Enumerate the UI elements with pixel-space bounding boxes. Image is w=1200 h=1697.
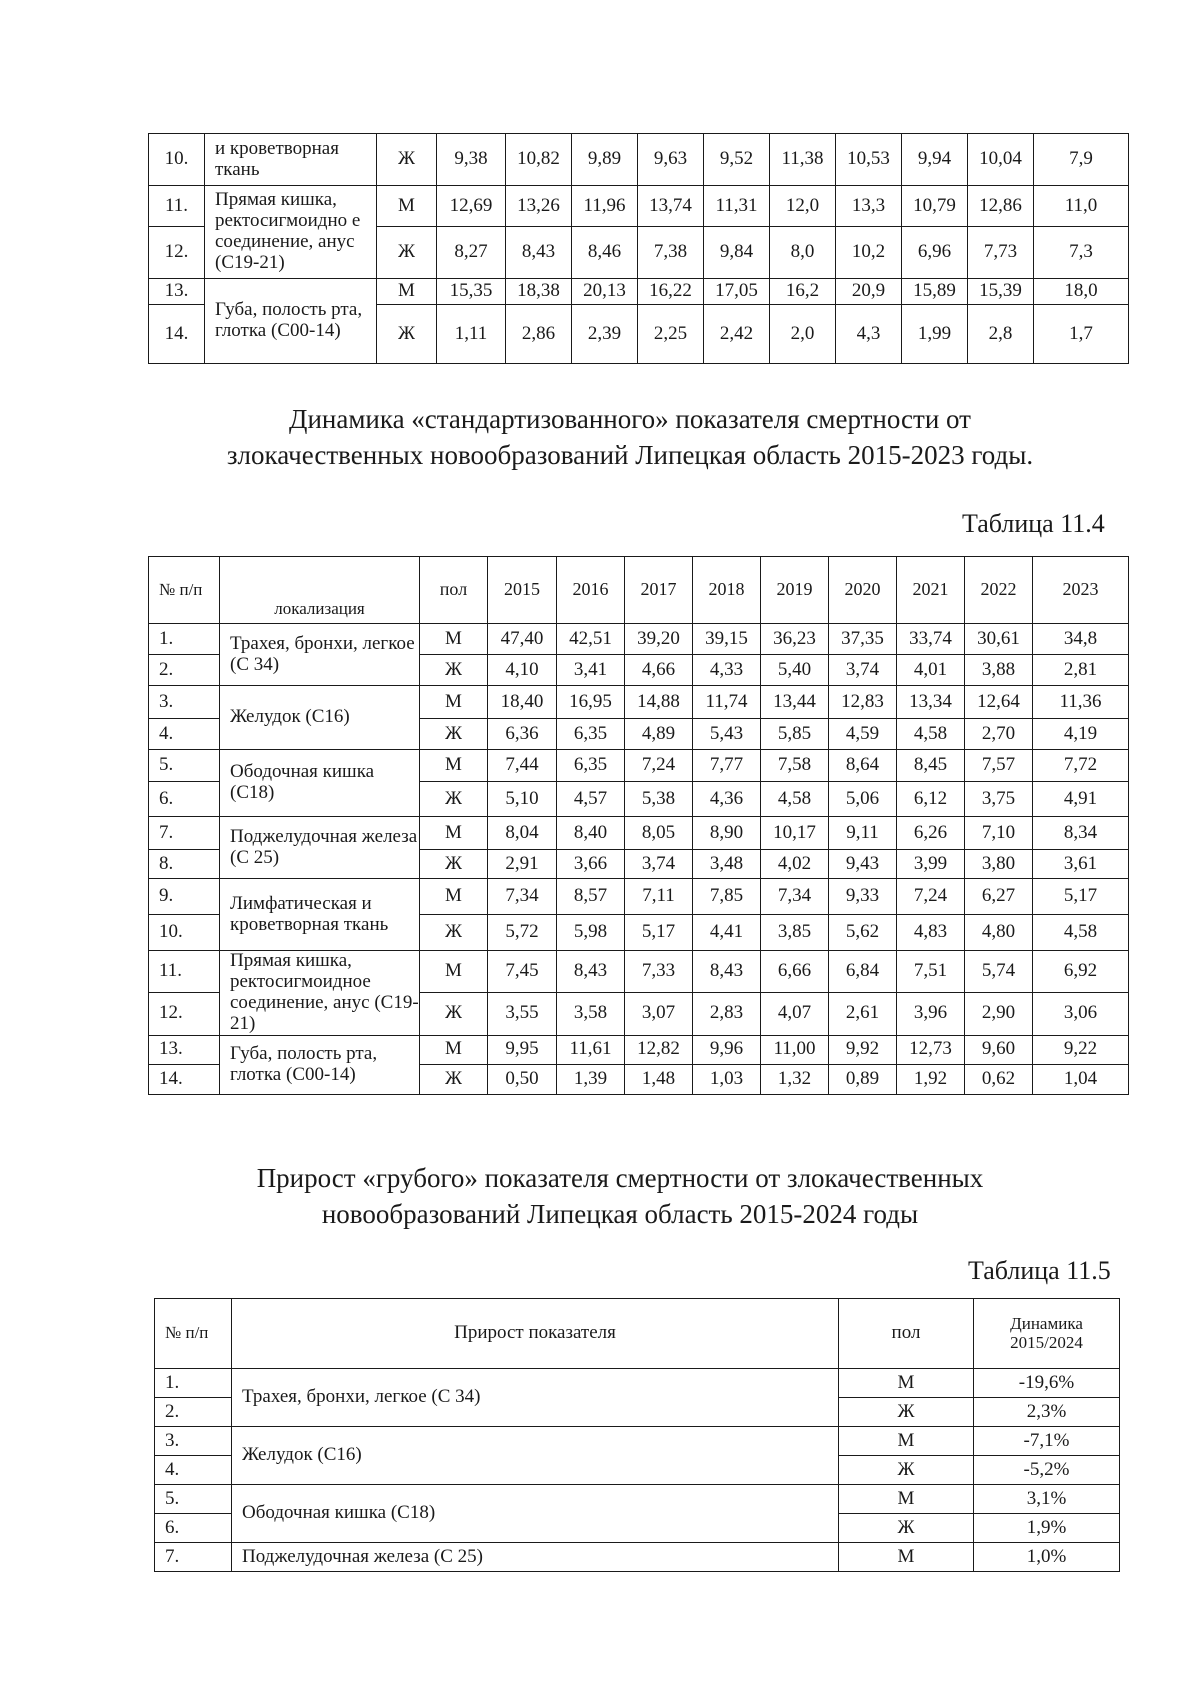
value-cell: 2,61 xyxy=(829,993,897,1035)
sex-cell: М xyxy=(420,817,488,850)
value-cell: 4,01 xyxy=(897,655,965,686)
value-cell: 2,42 xyxy=(704,305,770,364)
value-cell: 7,57 xyxy=(965,750,1033,782)
localization-cell: Прямая кишка, ректосигмоидное соединение, анус (С19-21) xyxy=(220,951,420,1036)
value-cell: 1,7 xyxy=(1034,305,1129,364)
value-cell: 4,57 xyxy=(557,782,625,817)
value-cell: 33,74 xyxy=(897,624,965,655)
value-cell: 12,73 xyxy=(897,1035,965,1064)
header-year: 2021 xyxy=(897,557,965,624)
value-cell: 5,40 xyxy=(761,655,829,686)
dynamics-cell: -5,2% xyxy=(974,1456,1120,1485)
table-row xyxy=(155,1485,1120,1514)
table-row xyxy=(149,624,1129,655)
value-cell: 8,46 xyxy=(572,227,638,279)
header-year: 2020 xyxy=(829,557,897,624)
sex-cell: Ж xyxy=(420,915,488,951)
table-row xyxy=(149,186,1129,227)
value-cell: 9,95 xyxy=(488,1035,557,1064)
localization-cell: Прямая кишка, ректосигмоидно е соединение, анус (С19-21) xyxy=(205,186,377,279)
header-year: 2018 xyxy=(693,557,761,624)
value-cell: 7,73 xyxy=(968,227,1034,279)
header-localization: локализация xyxy=(220,557,420,624)
sex-cell: М xyxy=(839,1543,974,1572)
dynamics-cell: 3,1% xyxy=(974,1485,1120,1514)
value-cell: 47,40 xyxy=(488,624,557,655)
value-cell: 3,61 xyxy=(1033,850,1129,879)
value-cell: 10,04 xyxy=(968,134,1034,186)
value-cell: 3,66 xyxy=(557,850,625,879)
value-cell: 1,04 xyxy=(1033,1064,1129,1094)
value-cell: 15,35 xyxy=(437,279,506,305)
value-cell: 2,70 xyxy=(965,719,1033,750)
value-cell: 2,81 xyxy=(1033,655,1129,686)
value-cell: 13,74 xyxy=(638,186,704,227)
table-label-11-5: Таблица 11.5 xyxy=(968,1256,1111,1285)
value-cell: 7,34 xyxy=(761,879,829,915)
value-cell: 3,99 xyxy=(897,850,965,879)
row-number: 14. xyxy=(149,305,205,364)
value-cell: 2,86 xyxy=(506,305,572,364)
header-sex: пол xyxy=(839,1299,974,1369)
value-cell: 3,48 xyxy=(693,850,761,879)
value-cell: 7,77 xyxy=(693,750,761,782)
value-cell: 36,23 xyxy=(761,624,829,655)
sex-cell: Ж xyxy=(420,782,488,817)
value-cell: 8,0 xyxy=(770,227,836,279)
value-cell: 6,36 xyxy=(488,719,557,750)
value-cell: 4,07 xyxy=(761,993,829,1035)
row-number: 3. xyxy=(149,686,220,719)
value-cell: 1,39 xyxy=(557,1064,625,1094)
value-cell: 42,51 xyxy=(557,624,625,655)
value-cell: 4,36 xyxy=(693,782,761,817)
value-cell: 10,79 xyxy=(902,186,968,227)
value-cell: 7,11 xyxy=(625,879,693,915)
value-cell: 16,22 xyxy=(638,279,704,305)
value-cell: 6,27 xyxy=(965,879,1033,915)
value-cell: 8,90 xyxy=(693,817,761,850)
sex-cell: М xyxy=(420,686,488,719)
value-cell: 11,31 xyxy=(704,186,770,227)
value-cell: 8,43 xyxy=(557,951,625,993)
value-cell: 5,74 xyxy=(965,951,1033,993)
value-cell: 5,17 xyxy=(1033,879,1129,915)
header-year: 2016 xyxy=(557,557,625,624)
table-row xyxy=(149,686,1129,719)
value-cell: 0,89 xyxy=(829,1064,897,1094)
value-cell: 6,66 xyxy=(761,951,829,993)
value-cell: 15,89 xyxy=(902,279,968,305)
localization-cell: Лимфатическая и кроветворная ткань xyxy=(220,879,420,951)
value-cell: 4,89 xyxy=(625,719,693,750)
value-cell: 8,05 xyxy=(625,817,693,850)
value-cell: 4,3 xyxy=(836,305,902,364)
header-dynamics: Динамика 2015/2024 xyxy=(974,1299,1120,1369)
row-number: 6. xyxy=(149,782,220,817)
value-cell: 2,0 xyxy=(770,305,836,364)
row-number: 4. xyxy=(155,1456,232,1485)
section-heading-standardized: Динамика «стандартизованного» показателя смертности от злокачественных новообразований Липецкая область 2015-2023 годы. xyxy=(226,404,1034,470)
value-cell: 7,34 xyxy=(488,879,557,915)
sex-cell: Ж xyxy=(839,1456,974,1485)
value-cell: 9,92 xyxy=(829,1035,897,1064)
value-cell: 7,51 xyxy=(897,951,965,993)
indicator-cell: Трахея, бронхи, легкое (С 34) xyxy=(232,1369,839,1427)
header-indicator: Прирост показателя xyxy=(232,1299,839,1369)
value-cell: 9,94 xyxy=(902,134,968,186)
value-cell: 4,91 xyxy=(1033,782,1129,817)
sex-cell: М xyxy=(839,1485,974,1514)
sex-cell: Ж xyxy=(420,719,488,750)
value-cell: 17,05 xyxy=(704,279,770,305)
value-cell: 2,91 xyxy=(488,850,557,879)
value-cell: 2,90 xyxy=(965,993,1033,1035)
row-number: 9. xyxy=(149,879,220,915)
value-cell: 8,34 xyxy=(1033,817,1129,850)
value-cell: 8,04 xyxy=(488,817,557,850)
value-cell: 4,19 xyxy=(1033,719,1129,750)
value-cell: 6,35 xyxy=(557,719,625,750)
value-cell: 3,96 xyxy=(897,993,965,1035)
value-cell: 8,43 xyxy=(506,227,572,279)
value-cell: 16,2 xyxy=(770,279,836,305)
value-cell: 11,96 xyxy=(572,186,638,227)
header-year: 2022 xyxy=(965,557,1033,624)
value-cell: 20,9 xyxy=(836,279,902,305)
value-cell: 4,80 xyxy=(965,915,1033,951)
value-cell: 4,59 xyxy=(829,719,897,750)
table-row xyxy=(149,134,1129,186)
value-cell: 12,0 xyxy=(770,186,836,227)
value-cell: 3,75 xyxy=(965,782,1033,817)
row-number: 13. xyxy=(149,279,205,305)
value-cell: 18,0 xyxy=(1034,279,1129,305)
table-11-5 xyxy=(154,1298,1120,1572)
localization-cell: и кроветворная ткань xyxy=(205,134,377,186)
value-cell: 14,88 xyxy=(625,686,693,719)
dynamics-cell: -7,1% xyxy=(974,1427,1120,1456)
value-cell: 4,58 xyxy=(761,782,829,817)
table-11-4 xyxy=(148,556,1129,1095)
value-cell: 3,07 xyxy=(625,993,693,1035)
value-cell: 7,9 xyxy=(1034,134,1129,186)
section-heading-crude: Прирост «грубого» показателя смертности от злокачественных новообразований Липецкая область 2015-2024 годы xyxy=(256,1163,984,1229)
localization-cell: Поджелудочная железа (С 25) xyxy=(220,817,420,879)
table-row xyxy=(155,1543,1120,1572)
table-11-3-continuation xyxy=(148,133,1129,364)
header-year: 2017 xyxy=(625,557,693,624)
value-cell: 2,83 xyxy=(693,993,761,1035)
value-cell: 9,63 xyxy=(638,134,704,186)
value-cell: 4,02 xyxy=(761,850,829,879)
header-year: 2019 xyxy=(761,557,829,624)
value-cell: 7,24 xyxy=(625,750,693,782)
localization-cell: Трахея, бронхи, легкое (С 34) xyxy=(220,624,420,686)
value-cell: 34,8 xyxy=(1033,624,1129,655)
value-cell: 3,88 xyxy=(965,655,1033,686)
row-number: 12. xyxy=(149,227,205,279)
header-year: 2015 xyxy=(488,557,557,624)
value-cell: 2,39 xyxy=(572,305,638,364)
value-cell: 7,10 xyxy=(965,817,1033,850)
header-number: № п/п xyxy=(155,1299,232,1369)
value-cell: 13,44 xyxy=(761,686,829,719)
value-cell: 4,33 xyxy=(693,655,761,686)
value-cell: 6,96 xyxy=(902,227,968,279)
value-cell: 5,72 xyxy=(488,915,557,951)
value-cell: 3,74 xyxy=(625,850,693,879)
value-cell: 5,43 xyxy=(693,719,761,750)
value-cell: 10,82 xyxy=(506,134,572,186)
value-cell: 10,53 xyxy=(836,134,902,186)
row-number: 1. xyxy=(155,1369,232,1398)
indicator-cell: Ободочная кишка (С18) xyxy=(232,1485,839,1543)
value-cell: 2,8 xyxy=(968,305,1034,364)
value-cell: 6,84 xyxy=(829,951,897,993)
table-row xyxy=(155,1427,1120,1456)
value-cell: 6,92 xyxy=(1033,951,1129,993)
value-cell: 3,06 xyxy=(1033,993,1129,1035)
value-cell: 11,0 xyxy=(1034,186,1129,227)
header-number: № п/п xyxy=(149,557,220,624)
value-cell: 9,89 xyxy=(572,134,638,186)
value-cell: 12,64 xyxy=(965,686,1033,719)
row-number: 7. xyxy=(149,817,220,850)
row-number: 3. xyxy=(155,1427,232,1456)
indicator-cell: Желудок (С16) xyxy=(232,1427,839,1485)
value-cell: 13,3 xyxy=(836,186,902,227)
sex-cell: М xyxy=(420,879,488,915)
table-row xyxy=(149,1035,1129,1064)
sex-cell: М xyxy=(377,279,437,305)
value-cell: 7,85 xyxy=(693,879,761,915)
value-cell: 3,55 xyxy=(488,993,557,1035)
value-cell: 3,58 xyxy=(557,993,625,1035)
value-cell: 9,33 xyxy=(829,879,897,915)
table-header-row xyxy=(149,557,1129,624)
localization-cell: Губа, полость рта, глотка (С00-14) xyxy=(220,1035,420,1094)
value-cell: 7,24 xyxy=(897,879,965,915)
table-header-row xyxy=(155,1299,1120,1369)
table-row xyxy=(149,879,1129,915)
value-cell: 15,39 xyxy=(968,279,1034,305)
value-cell: 5,17 xyxy=(625,915,693,951)
row-number: 6. xyxy=(155,1514,232,1543)
value-cell: 8,27 xyxy=(437,227,506,279)
sex-cell: Ж xyxy=(839,1514,974,1543)
row-number: 5. xyxy=(149,750,220,782)
dynamics-cell: 1,9% xyxy=(974,1514,1120,1543)
value-cell: 11,38 xyxy=(770,134,836,186)
value-cell: 4,58 xyxy=(1033,915,1129,951)
row-number: 12. xyxy=(149,993,220,1035)
value-cell: 3,85 xyxy=(761,915,829,951)
header-sex: пол xyxy=(420,557,488,624)
indicator-cell: Поджелудочная железа (С 25) xyxy=(232,1543,839,1572)
value-cell: 4,41 xyxy=(693,915,761,951)
value-cell: 9,43 xyxy=(829,850,897,879)
sex-cell: М xyxy=(420,951,488,993)
value-cell: 1,48 xyxy=(625,1064,693,1094)
value-cell: 12,82 xyxy=(625,1035,693,1064)
localization-cell: Ободочная кишка (С18) xyxy=(220,750,420,817)
sex-cell: М xyxy=(420,750,488,782)
value-cell: 7,58 xyxy=(761,750,829,782)
value-cell: 9,52 xyxy=(704,134,770,186)
value-cell: 7,45 xyxy=(488,951,557,993)
value-cell: 1,32 xyxy=(761,1064,829,1094)
value-cell: 12,69 xyxy=(437,186,506,227)
value-cell: 12,83 xyxy=(829,686,897,719)
table-label-11-4: Таблица 11.4 xyxy=(962,509,1105,538)
sex-cell: Ж xyxy=(839,1398,974,1427)
value-cell: 7,33 xyxy=(625,951,693,993)
value-cell: 9,60 xyxy=(965,1035,1033,1064)
row-number: 10. xyxy=(149,134,205,186)
value-cell: 4,10 xyxy=(488,655,557,686)
value-cell: 3,74 xyxy=(829,655,897,686)
value-cell: 16,95 xyxy=(557,686,625,719)
value-cell: 4,83 xyxy=(897,915,965,951)
row-number: 14. xyxy=(149,1064,220,1094)
localization-cell: Желудок (С16) xyxy=(220,686,420,750)
value-cell: 18,40 xyxy=(488,686,557,719)
value-cell: 5,06 xyxy=(829,782,897,817)
table-11-5-body xyxy=(155,1369,1120,1572)
header-year: 2023 xyxy=(1033,557,1129,624)
sex-cell: М xyxy=(377,186,437,227)
value-cell: 8,64 xyxy=(829,750,897,782)
value-cell: 6,26 xyxy=(897,817,965,850)
row-number: 2. xyxy=(149,655,220,686)
value-cell: 4,66 xyxy=(625,655,693,686)
value-cell: 8,57 xyxy=(557,879,625,915)
table-row xyxy=(149,750,1129,782)
value-cell: 9,22 xyxy=(1033,1035,1129,1064)
value-cell: 8,45 xyxy=(897,750,965,782)
table-row xyxy=(149,279,1129,305)
value-cell: 11,61 xyxy=(557,1035,625,1064)
row-number: 7. xyxy=(155,1543,232,1572)
value-cell: 11,00 xyxy=(761,1035,829,1064)
sex-cell: Ж xyxy=(420,993,488,1035)
value-cell: 9,38 xyxy=(437,134,506,186)
value-cell: 9,84 xyxy=(704,227,770,279)
localization-cell: Губа, полость рта, глотка (С00-14) xyxy=(205,279,377,364)
value-cell: 2,25 xyxy=(638,305,704,364)
value-cell: 7,3 xyxy=(1034,227,1129,279)
value-cell: 5,85 xyxy=(761,719,829,750)
sex-cell: Ж xyxy=(420,655,488,686)
value-cell: 30,61 xyxy=(965,624,1033,655)
value-cell: 10,2 xyxy=(836,227,902,279)
table-row xyxy=(149,951,1129,993)
value-cell: 37,35 xyxy=(829,624,897,655)
value-cell: 11,36 xyxy=(1033,686,1129,719)
row-number: 11. xyxy=(149,951,220,993)
sex-cell: Ж xyxy=(420,1064,488,1094)
table-row xyxy=(149,817,1129,850)
value-cell: 18,38 xyxy=(506,279,572,305)
value-cell: 10,17 xyxy=(761,817,829,850)
value-cell: 7,44 xyxy=(488,750,557,782)
value-cell: 7,38 xyxy=(638,227,704,279)
dynamics-cell: 2,3% xyxy=(974,1398,1120,1427)
value-cell: 6,35 xyxy=(557,750,625,782)
value-cell: 39,15 xyxy=(693,624,761,655)
value-cell: 11,74 xyxy=(693,686,761,719)
table-11-4-body xyxy=(149,624,1129,1095)
value-cell: 20,13 xyxy=(572,279,638,305)
value-cell: 3,80 xyxy=(965,850,1033,879)
value-cell: 5,10 xyxy=(488,782,557,817)
dynamics-cell: -19,6% xyxy=(974,1369,1120,1398)
value-cell: 5,98 xyxy=(557,915,625,951)
sex-cell: М xyxy=(839,1369,974,1398)
value-cell: 1,03 xyxy=(693,1064,761,1094)
sex-cell: Ж xyxy=(377,305,437,364)
value-cell: 3,41 xyxy=(557,655,625,686)
value-cell: 5,62 xyxy=(829,915,897,951)
row-number: 11. xyxy=(149,186,205,227)
row-number: 5. xyxy=(155,1485,232,1514)
value-cell: 1,11 xyxy=(437,305,506,364)
sex-cell: Ж xyxy=(420,850,488,879)
value-cell: 9,11 xyxy=(829,817,897,850)
row-number: 8. xyxy=(149,850,220,879)
value-cell: 1,99 xyxy=(902,305,968,364)
row-number: 1. xyxy=(149,624,220,655)
sex-cell: М xyxy=(839,1427,974,1456)
row-number: 10. xyxy=(149,915,220,951)
row-number: 2. xyxy=(155,1398,232,1427)
sex-cell: М xyxy=(420,624,488,655)
value-cell: 9,96 xyxy=(693,1035,761,1064)
value-cell: 4,58 xyxy=(897,719,965,750)
value-cell: 12,86 xyxy=(968,186,1034,227)
sex-cell: Ж xyxy=(377,227,437,279)
table-row xyxy=(155,1369,1120,1398)
row-number: 13. xyxy=(149,1035,220,1064)
value-cell: 0,62 xyxy=(965,1064,1033,1094)
value-cell: 1,92 xyxy=(897,1064,965,1094)
value-cell: 6,12 xyxy=(897,782,965,817)
dynamics-cell: 1,0% xyxy=(974,1543,1120,1572)
value-cell: 13,26 xyxy=(506,186,572,227)
value-cell: 8,40 xyxy=(557,817,625,850)
row-number: 4. xyxy=(149,719,220,750)
value-cell: 5,38 xyxy=(625,782,693,817)
value-cell: 39,20 xyxy=(625,624,693,655)
value-cell: 8,43 xyxy=(693,951,761,993)
sex-cell: Ж xyxy=(377,134,437,186)
sex-cell: М xyxy=(420,1035,488,1064)
value-cell: 7,72 xyxy=(1033,750,1129,782)
value-cell: 0,50 xyxy=(488,1064,557,1094)
value-cell: 13,34 xyxy=(897,686,965,719)
